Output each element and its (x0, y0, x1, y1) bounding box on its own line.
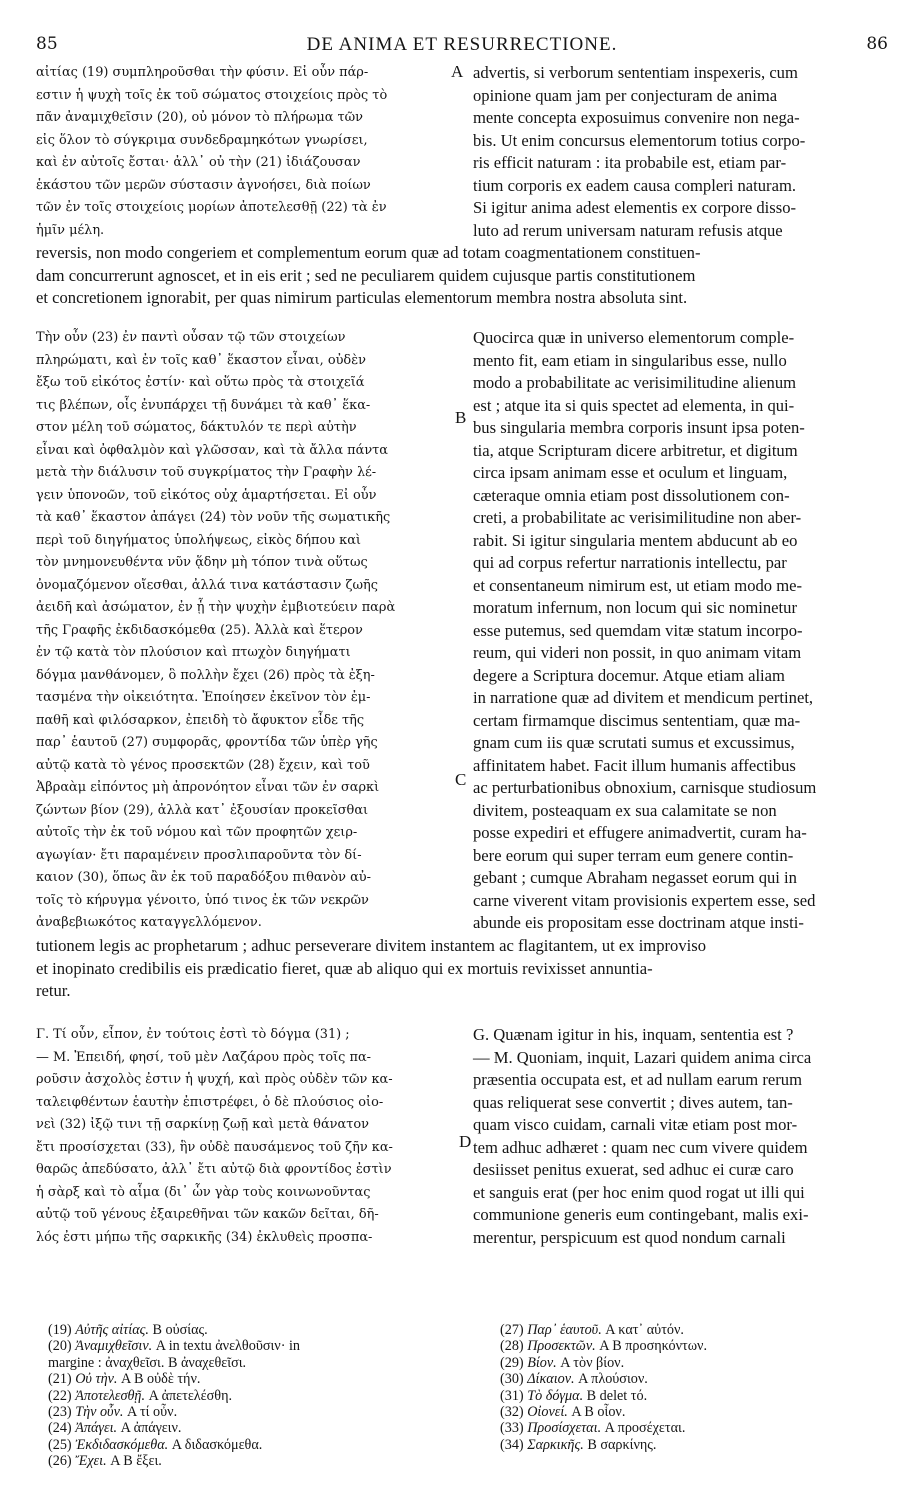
text-line: esse putemus, sed quemdam vitæ statum incorpo- (473, 620, 803, 640)
footnote-text: A B οἷον. (567, 1404, 626, 1421)
text-line: qui ad corpus refertur narrationis intellectu, par (473, 553, 787, 572)
footnote-text: A ἀπάγειν. (117, 1420, 182, 1437)
footnote-num: (32) (500, 1404, 524, 1421)
text-line: Ἀβραὰμ εἰπόντος μὴ ἀπρονόητον εἶναι τῶν ἐν σαρκὶ (36, 780, 380, 795)
footnote-text: margine : ἀναχθεῖσι. B ἀναχεθεῖσι. (48, 1354, 247, 1371)
footnote (48, 1420, 468, 1436)
footnote-num: (21) (48, 1371, 72, 1388)
text-line: rabit. Si igitur singularia mentem abducunt ab eo (473, 530, 798, 550)
text-line: creti, a probabilitate ac verisimilitudine non aber- (473, 508, 802, 527)
text-line: γειν ὑπονοῶν, τοῦ εἰκότος οὐχ ἁμαρτήσεται. Εἰ οὖν (36, 487, 377, 503)
text-line: moratum infernum, non locum qui sic nominetur (473, 598, 797, 617)
text-line: bis. Ut enim concursus elementorum totius corpo- (473, 130, 806, 150)
text-line: et concretionem ignorabit, per quas nimirum particulas elementorum membra nostra absoluta sint. (36, 288, 688, 307)
footnote-num: (24) (48, 1420, 72, 1437)
footnote-num: (31) (500, 1387, 524, 1404)
footnote (500, 1338, 900, 1354)
footnote-num: (28) (500, 1338, 524, 1355)
text-line: divitem, posteaquam ex sua calamitate se non (473, 800, 777, 820)
greek-column-section-1 (36, 62, 456, 242)
margin-marker-b: B (455, 408, 467, 427)
footnote-key: Ἀναμιχθεῖσιν. (75, 1338, 153, 1355)
text-line: abunde eis propositam esse doctrinam atque insti- (473, 913, 804, 932)
text-line: desiisset penitus exuerat, sed adhuc ei curæ caro (473, 1160, 794, 1179)
text-line: luto ad rerum universam naturam refusis atque (473, 220, 783, 240)
text-line: et sanguis erat (per hoc enim quod rogat ut illi qui (473, 1182, 805, 1202)
footnote-key: Προσεκτῶν. (527, 1338, 596, 1355)
text-line: quam visco cuidam, carnali vitæ etiam post mor- (473, 1115, 798, 1134)
text-line: affinitatem habet. Facit illum humanis affectibus (473, 755, 796, 775)
footnote-text: A in textu ἀνελθοῦσιν· in (152, 1338, 301, 1355)
text-line: quas reliquerat sese convertit ; dives autem, tan- (473, 1092, 793, 1112)
text-line: — Μ. Ἐπειδή, φησί, τοῦ μὲν Λαζάρου πρὸς τοῖς πα- (36, 1049, 372, 1065)
footnote-num: (27) (500, 1322, 524, 1338)
text-line: cæteraque omnia etiam post dissolutionem con- (473, 485, 790, 505)
text-line: Γ. Τί οὖν, εἶπον, ἐν τούτοις ἐστὶ τὸ δόγμα (31) ; (36, 1027, 350, 1042)
footnote (48, 1404, 468, 1420)
text-line: carne viverent vitam provisionis expertem esse, sed (473, 890, 816, 910)
latin-fullwidth-section-2 (36, 935, 891, 1003)
text-line: tem adhuc adhæret : quam nec cum vivere quidem (473, 1137, 808, 1157)
footnote (48, 1371, 468, 1387)
footnote-text: A B προσηκόντων. (595, 1338, 708, 1355)
text-line: Quocirca quæ in universo elementorum comple- (473, 328, 795, 347)
text-line: μετὰ τὴν διάλυσιν τοῦ συγκρίματος τὴν Γραφὴν λέ- (36, 465, 377, 480)
text-line: νεὶ (32) ἰξῷ τινι τῇ σαρκίνῃ ζωῇ καὶ μετὰ θάνατον (36, 1117, 369, 1132)
text-line: dam concurrerunt agnoscet, et in eis erit ; sed ne peculiarem quidem cujusque partis constitutionem (36, 265, 696, 285)
text-line: τις βλέπων, οἷς ἐνυπάρχει τῇ δυνάμει τὰ καθ᾽ ἕκα- (36, 397, 371, 413)
latin-column-section-3 (473, 1024, 891, 1249)
running-title: DE ANIMA ET RESURRECTIONE. (306, 34, 618, 55)
text-line: ἔξω τοῦ εἰκότος ἐστίν· καὶ οὕτω πρὸς τὰ στοιχεῖά (36, 375, 365, 390)
margin-marker-c: C (455, 770, 467, 789)
text-line: reum, qui videri non possit, in quo animam vitam (473, 643, 802, 662)
text-line: αὐτῷ κατὰ τὸ γένος προσεκτῶν (28) ἔχειν, καὶ τοῦ (36, 757, 370, 773)
footnote (500, 1437, 900, 1453)
text-line: G. Quænam igitur in his, inquam, sententia est ? (473, 1025, 794, 1044)
footnote-num: (20) (48, 1338, 72, 1355)
text-line: εἰς ὅλον τὸ σύγκριμα συνδεδραμηκότων γνωρίσει, (36, 132, 368, 148)
footnote (48, 1437, 468, 1453)
text-line: gnam cum iis quæ scrutati sumus et excussimus, (473, 733, 795, 752)
footnote-text: A τὸν βίον. (556, 1354, 625, 1371)
text-line: gebant ; cumque Abraham negasset eorum qui in (473, 868, 797, 887)
footnote-num: (29) (500, 1354, 524, 1371)
text-line: et consentaneum nimirum est, ut etiam modo me- (473, 575, 803, 595)
footnote (48, 1355, 468, 1371)
footnote-num: (23) (48, 1404, 72, 1421)
footnote-key: Ἐκδιδασκόμεθα. (75, 1436, 169, 1453)
footnote (500, 1420, 900, 1436)
text-line: merentur, perspicuum est quod nondum carnali (473, 1227, 786, 1247)
text-line: modo a probabilitate ac verisimilitudine alienum (473, 373, 797, 392)
text-line: opinione quam jam per conjecturam de anima (473, 85, 778, 105)
text-line: ris efficit naturam : ita probabile est, etiam par- (473, 153, 787, 172)
text-line: certam firmamque discimus sententiam, quæ ma- (473, 710, 801, 730)
margin-marker-d: D (459, 1132, 472, 1151)
text-line: αὐτῷ τοῦ γένους ἐξαιρεθῆναι τῶν κακῶν δεῖται, δῆ- (36, 1207, 379, 1222)
greek-column-section-3 (36, 1024, 456, 1249)
footnote-text: A προσέχεται. (601, 1420, 686, 1437)
text-line: πᾶν ἀναμιχθεῖσιν (20), οὐ μόνον τὸ πλήρωμα τῶν (36, 110, 364, 125)
footnote-text: A κατ᾽ αὐτόν. (601, 1322, 684, 1338)
footnote (48, 1388, 468, 1404)
footnote-key: Τὸ δόγμα. (527, 1387, 584, 1404)
text-line: ac perturbationibus obnoxium, carnisque studiosum (473, 778, 817, 797)
text-line: αὐτοῖς τὴν ἐκ τοῦ νόμου καὶ τῶν προφητῶν χειρ- (36, 825, 358, 840)
footnote-key: Σαρκικῆς. (527, 1436, 584, 1453)
text-line: πληρώματι, καὶ ἐν τοῖς καθ᾽ ἕκαστον εἶναι, οὐδὲν (36, 352, 366, 368)
text-line: ἀειδῆ καὶ ἀσώματον, ἐν ᾗ τὴν ψυχὴν ἐμβιοτεύειν παρὰ (36, 600, 396, 615)
text-line: tutionem legis ac prophetarum ; adhuc perseverare divitem instantem ac flagitantem, ut ex improviso (36, 936, 706, 955)
footnote-num: (25) (48, 1436, 72, 1453)
text-line: bere eorum qui super terram eum genere contin- (473, 845, 794, 865)
text-line: καιον (30), ὅπως ἂν ἐκ τοῦ παραδόξου πιθανὸν αὐ- (36, 870, 371, 885)
text-line: ὀνομαζόμενον οἴεσθαι, ἀλλά τινα κατάστασιν ζωῆς (36, 577, 378, 593)
text-line: Τὴν οὖν (23) ἐν παντὶ οὖσαν τῷ τῶν στοιχείων (36, 330, 346, 345)
footnote-key: Ἀπάγει. (75, 1420, 118, 1437)
text-line: ζώντων βίον (29), ἀλλὰ κατ᾽ ἐξουσίαν προκεῖσθαι (36, 802, 369, 818)
text-line: reversis, non modo congeriem et complementum eorum quæ ad totam coagmentationem constituen- (36, 243, 701, 262)
footnote-key: Δίκαιον. (527, 1371, 575, 1388)
text-line: αγωγίαν· ἔτι παραμένειν προσλιπαροῦντα τὸν δί- (36, 847, 362, 863)
footnote-key: Τὴν οὖν. (75, 1404, 124, 1421)
footnote-key: Προσίσχεται. (527, 1420, 602, 1437)
footnote (48, 1338, 468, 1354)
latin-fullwidth-section-1 (36, 242, 891, 310)
footnote-num: (19) (48, 1322, 72, 1338)
text-line: degere a Scriptura docemur. Atque etiam aliam (473, 665, 785, 685)
latin-column-section-2 (473, 327, 891, 935)
footnote-key: Οἰονεί. (527, 1404, 568, 1421)
text-line: παθῆ καὶ φιλόσαρκον, ἐπειδὴ τὸ ἄφυκτον εἶδε τῆς (36, 712, 365, 728)
footnote (500, 1404, 900, 1420)
text-line: τῶν ἐν τοῖς στοιχείοις μορίων ἀποτελεσθῇ (22) τὰ ἐν (36, 200, 387, 215)
footnote (500, 1322, 900, 1338)
footnote-text: B delet τό. (583, 1387, 648, 1404)
text-line: bus singularia membra corporis insunt ipsa poten- (473, 418, 805, 437)
text-line: est ; atque ita si quis spectet ad elementa, in qui- (473, 395, 795, 415)
footnote-key: Ἀποτελεσθῇ. (75, 1387, 146, 1404)
text-line: στον μέλη τοῦ σώματος, δάκτυλόν τε περὶ αὐτὴν (36, 420, 357, 435)
footnote (48, 1322, 468, 1338)
text-line: θαρῶς ἀπεδύσατο, ἀλλ᾽ ἔτι αὐτῷ διὰ φροντίδος ἐστὶν (36, 1162, 392, 1177)
text-line: τοῖς τὸ κήρυγμα γένοιτο, ὑπό τινος ἐκ τῶν νεκρῶν (36, 892, 369, 908)
footnote-num: (22) (48, 1387, 72, 1404)
footnote-text: B σαρκίνης. (583, 1436, 657, 1453)
footnote-text: A ἀπετελέσθη. (145, 1387, 233, 1404)
text-line: ταλειφθέντων ἑαυτὴν ἐπιστρέφει, ὁ δὲ πλούσιος οἰο- (36, 1094, 384, 1110)
footnote-text: A B ἔξει. (106, 1453, 162, 1470)
text-line: circa ipsam animam esse et oculum et linguam, (473, 463, 788, 482)
text-line: παρ᾽ ἑαυτοῦ (27) συμφορᾶς, φροντίδα τῶν ὑπὲρ γῆς (36, 735, 378, 750)
footnote-num: (34) (500, 1436, 524, 1453)
footnote-num: (33) (500, 1420, 524, 1437)
footnote-text: A τί οὖν. (123, 1404, 178, 1421)
text-line: ἑκάστου τῶν μερῶν σύστασιν ἀγνοήσει, διὰ ποίων (36, 177, 371, 193)
text-line: ἀναβεβιωκότος καταγγελλόμενον. (36, 915, 262, 930)
text-line: communione generis eum contingebant, malis exi- (473, 1205, 809, 1224)
text-line: ροῦσιν ἀσχολὸς ἐστιν ἡ ψυχή, καὶ πρὸς οὐδὲν τῶν κα- (36, 1072, 393, 1087)
text-line: τῆς Γραφῆς ἐκδιδασκόμεθα (25). Ἀλλὰ καὶ ἕτερον (36, 622, 363, 638)
text-line: advertis, si verborum sententiam inspexeris, cum (473, 63, 798, 82)
footnote-text: B οὐσίας. (148, 1322, 208, 1338)
text-line: τασμένα τὴν οἰκειότητα. Ἐποίησεν ἐκεῖνον τὸν ἐμ- (36, 690, 371, 705)
text-line: posse expediri et effugere animadvertit, curam ha- (473, 823, 807, 842)
text-line: καὶ ἐν αὐτοῖς ἔσται· ἀλλ᾽ οὐ τὴν (21) ἰδιάζουσαν (36, 155, 361, 170)
text-line: τὸν μνημονευθέντα νῦν ᾅδην μὴ τόπον τινὰ οὕτως (36, 555, 368, 570)
text-line: præsentia occupata est, et ad nullam earum rerum (473, 1070, 802, 1089)
footnote-key: Οὐ τὴν. (75, 1371, 118, 1388)
footnote (500, 1355, 900, 1371)
text-line: ἐν τῷ κατὰ τὸν πλούσιον καὶ πτωχὸν διηγήματι (36, 645, 351, 660)
running-header (34, 34, 890, 58)
text-line: ἡμῖν μέλη. (36, 222, 105, 238)
text-line: tium corporis ex eadem causa compleri naturam. (473, 175, 796, 195)
footnote-text: A πλούσιον. (574, 1371, 648, 1388)
footnote-num: (30) (500, 1371, 524, 1388)
footnote (48, 1453, 468, 1469)
text-line: ἡ σὰρξ καὶ τὸ αἷμα (δι᾽ ὧν γὰρ τοὺς κοινωνοῦντας (36, 1184, 371, 1200)
text-line: τὰ καθ᾽ ἕκαστον ἀπάγει (24) τὸν νοῦν τῆς σωματικῆς (36, 510, 391, 525)
text-line: tia, atque Scripturam dicere arbitretur, et digitum (473, 440, 798, 460)
text-line: περὶ τοῦ διηγήματος ὑπολήψεως, εἰκὸς δήπου καὶ (36, 532, 361, 548)
footnote-num: (26) (48, 1453, 72, 1470)
page-number-right: 86 (866, 34, 888, 54)
footnote (500, 1388, 900, 1404)
footnotes-right (500, 1322, 900, 1453)
footnote-key: Παρ᾽ ἑαυτοῦ. (527, 1322, 602, 1338)
text-line: retur. (36, 981, 71, 1000)
text-line: ἔτι προσίσχεται (33), ἣν οὐδὲ παυσάμενος τοῦ ζῆν κα- (36, 1139, 393, 1155)
footnote-text: A B οὐδὲ τήν. (117, 1371, 201, 1388)
page-number-left: 85 (36, 34, 58, 54)
footnote-text: A διδασκόμεθα. (168, 1436, 263, 1453)
text-line: δόγμα μανθάνομεν, ὃ πολλὴν ἔχει (26) πρὸς τὰ ἐξη- (36, 667, 375, 683)
margin-marker-a: A (451, 62, 464, 81)
footnote-key: Ἔχει. (75, 1453, 107, 1470)
footnote (500, 1371, 900, 1387)
greek-column-section-2 (36, 327, 456, 935)
text-line: αἰτίας (19) συμπληροῦσθαι τὴν φύσιν. Εἰ οὖν πάρ- (36, 65, 369, 80)
text-line: mente concepta exposuimus convenire non nega- (473, 108, 800, 127)
text-line: εἶναι καὶ ὀφθαλμὸν καὶ γλῶσσαν, καὶ τὰ ἄλλα πάντα (36, 442, 389, 458)
text-line: et inopinato credibilis eis prædicatio fieret, quæ ab aliquo qui ex mortuis revixisset annuntia- (36, 958, 653, 978)
text-line: in narratione quæ ad divitem et mendicum pertinet, (473, 688, 814, 707)
text-line: mento fit, eam etiam in singularibus esse, nullo (473, 350, 787, 370)
footnote-key: Βίον. (527, 1354, 557, 1371)
text-line: Si igitur anima adest elementis ex corpore disso- (473, 198, 797, 217)
text-line: λός ἐστι μήπω τῆς σαρκικῆς (34) ἐκλυθεὶς προσπα- (36, 1229, 373, 1245)
footnotes-left (48, 1322, 468, 1470)
text-line: εστιν ἡ ψυχὴ τοῖς ἐκ τοῦ σώματος στοιχείοις πρὸς τὸ (36, 87, 388, 103)
latin-column-section-1 (473, 62, 891, 242)
footnote-key: Αὐτῆς αἰτίας. (75, 1322, 149, 1338)
text-line: — M. Quoniam, inquit, Lazari quidem anima circa (473, 1047, 812, 1067)
